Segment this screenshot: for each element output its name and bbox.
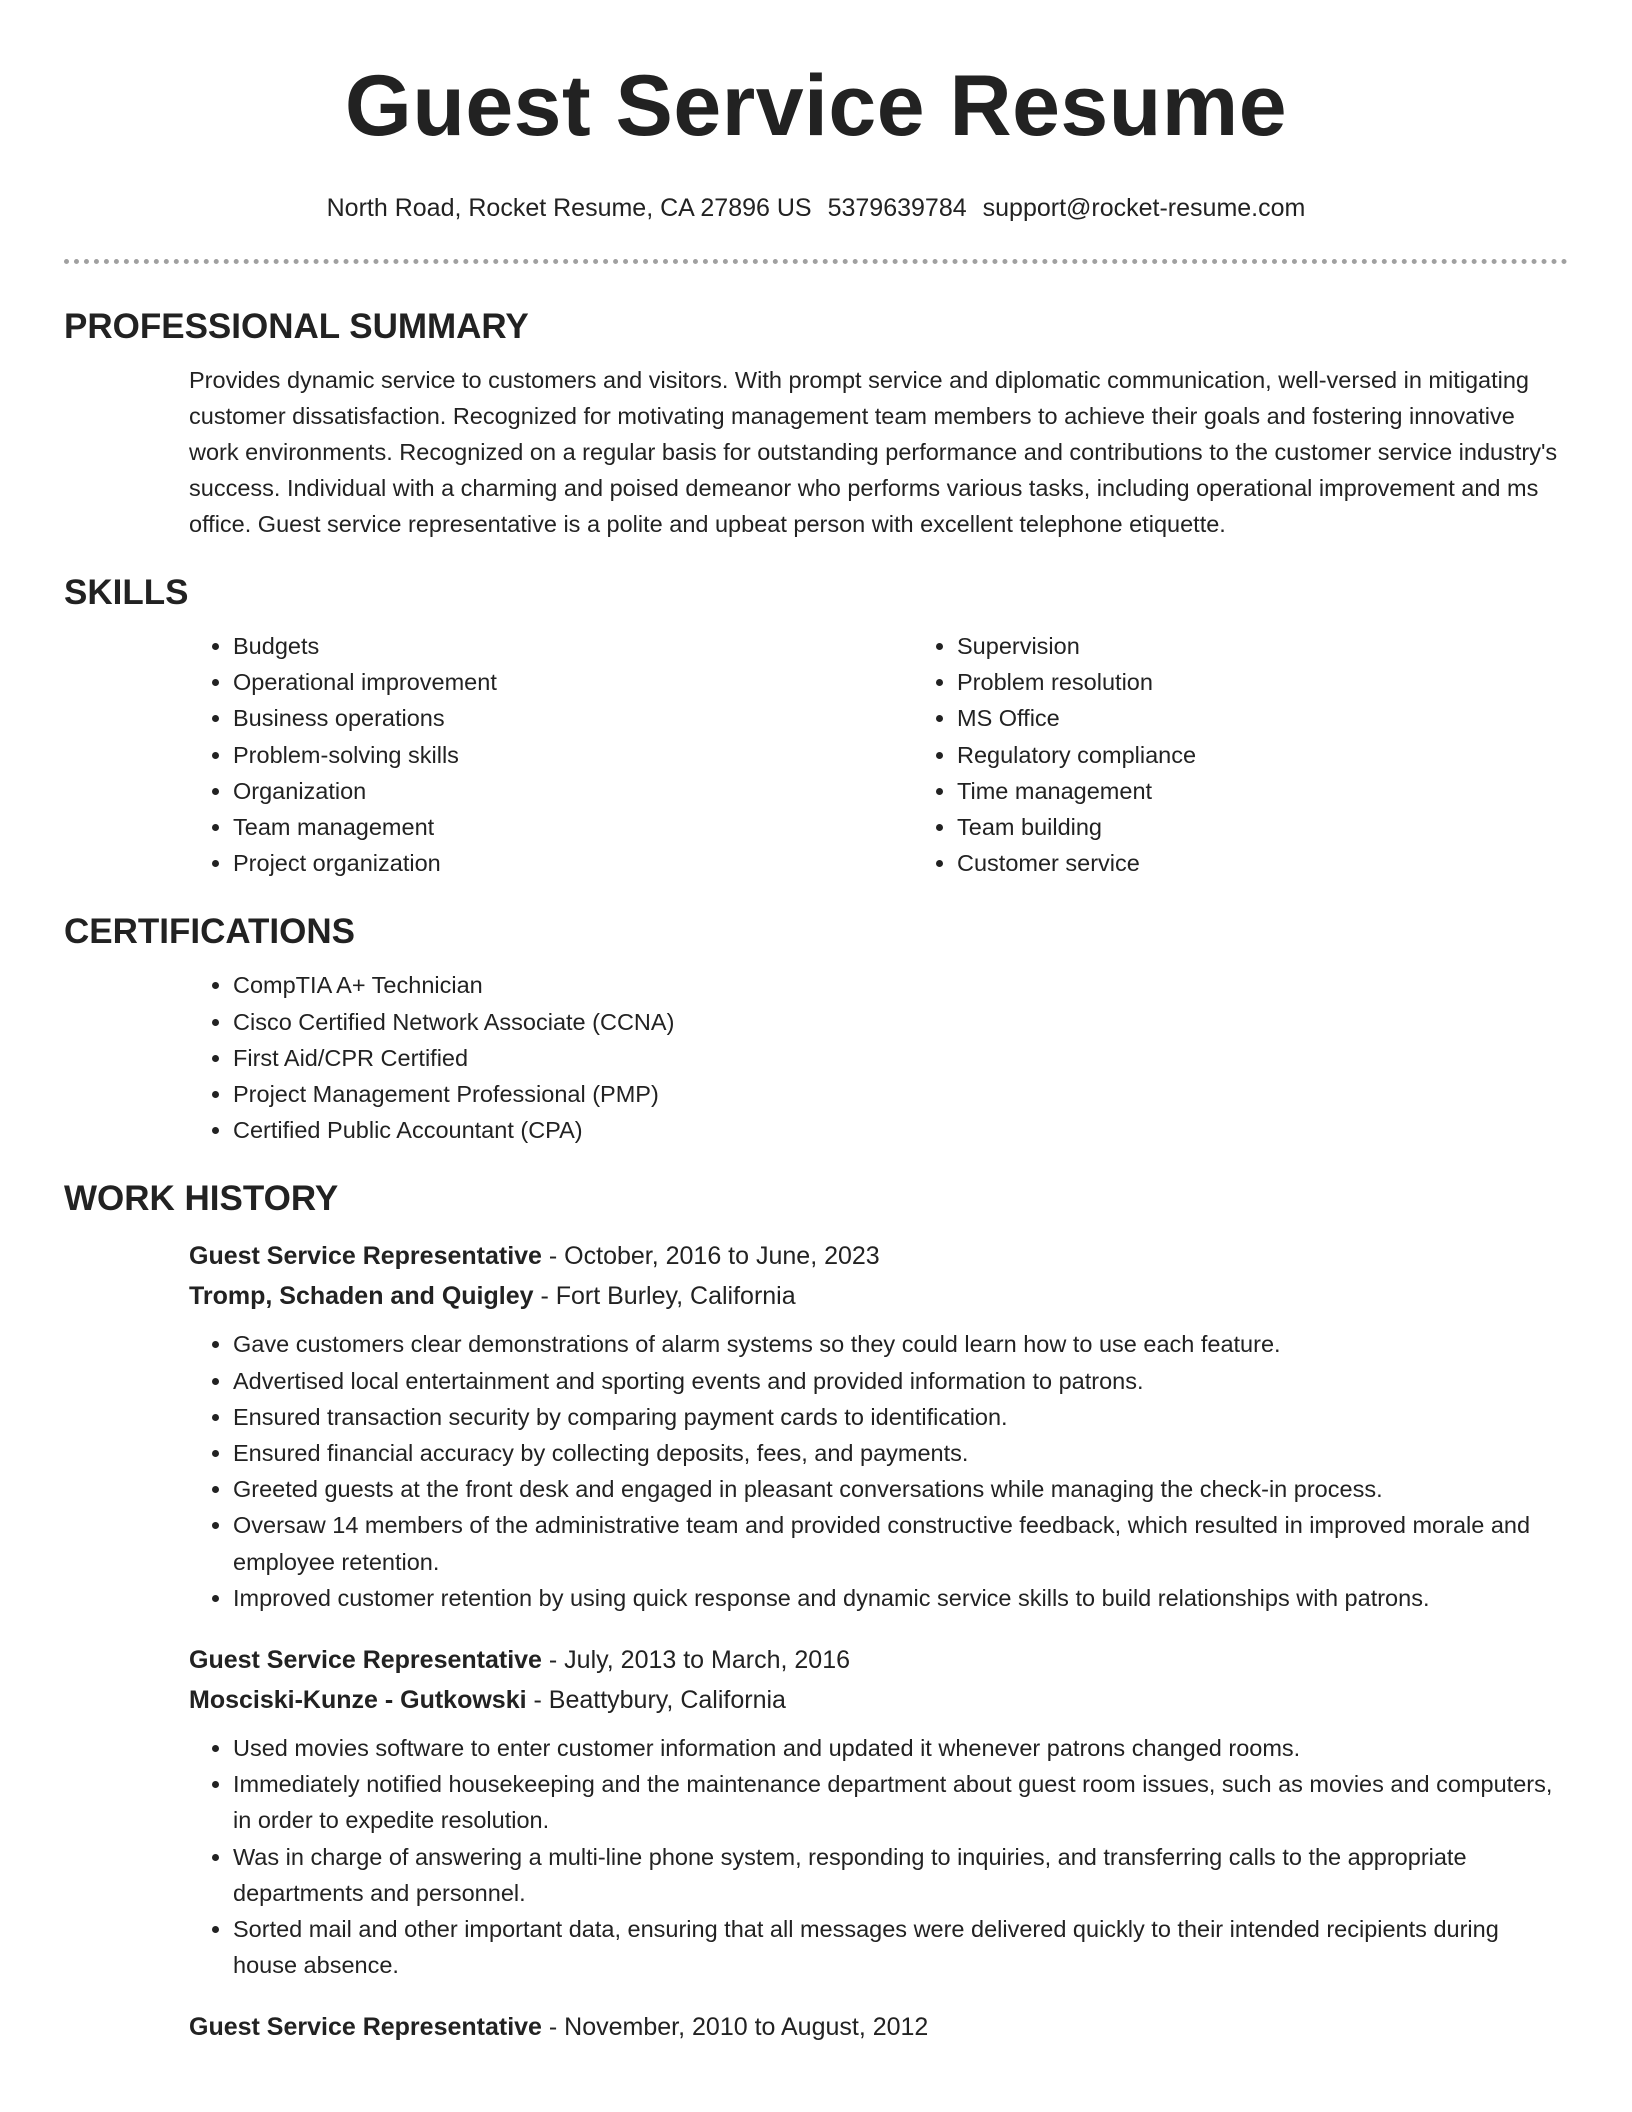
skills-heading: SKILLS [64, 573, 189, 612]
job-bullet: • Sorted mail and other important data, ensuring that all messages were delivered quickly to their intended recipients during house absence. [233, 1911, 1568, 1983]
job-bullet: • Ensured financial accuracy by collecting deposits, fees, and payments. [233, 1435, 1568, 1471]
job-dates: - July, 2013 to March, 2016 [541, 1646, 851, 1675]
job-title-line [189, 1236, 1568, 1276]
skill-item: • Team building [957, 809, 1632, 845]
job-company: Mosciski-Kunze - Gutkowski [189, 1686, 527, 1715]
contact-address: North Road, Rocket Resume, CA 27896 US [326, 194, 812, 222]
job-title: Guest Service Representative [189, 1242, 542, 1271]
skill-item: • Operational improvement [233, 664, 913, 700]
job-company-line [189, 1276, 1568, 1316]
job-bullet: • Was in charge of answering a multi-line phone system, responding to inquiries, and transferring calls to the appropriate departments and personnel. [233, 1839, 1568, 1911]
certifications-list [189, 967, 1568, 1148]
job-bullet: • Gave customers clear demonstrations of alarm systems so they could learn how to use each feature. [233, 1326, 1568, 1362]
certifications-heading: CERTIFICATIONS [64, 912, 356, 952]
job-entry [189, 1640, 1568, 1983]
job-bullet: • Used movies software to enter customer information and updated it whenever patrons changed rooms. [233, 1730, 1568, 1766]
certification-item: • First Aid/CPR Certified [233, 1040, 1568, 1076]
resume-title: Guest Service Resume [344, 58, 1288, 154]
skill-item: • Organization [233, 773, 913, 809]
contact-email: support@rocket-resume.com [982, 194, 1306, 222]
skill-item: • Budgets [233, 628, 913, 664]
job-bullets [189, 1326, 1568, 1616]
job-bullet: • Ensured transaction security by comparing payment cards to identification. [233, 1399, 1568, 1435]
skill-item: • Time management [957, 773, 1632, 809]
job-title-line [189, 2007, 1568, 2047]
job-entry [189, 1236, 1568, 1616]
skill-item: • Problem resolution [957, 664, 1632, 700]
summary-heading: PROFESSIONAL SUMMARY [64, 307, 529, 346]
certifications-section [64, 909, 1568, 1148]
skill-item: • Business operations [233, 700, 913, 736]
job-bullet: • Immediately notified housekeeping and the maintenance department about guest room issues, such as movies and computers, in order to expedite resolution. [233, 1766, 1568, 1838]
job-company-line [189, 1680, 1568, 1720]
work-history-body [189, 1236, 1568, 2047]
resume-header [0, 0, 1632, 223]
job-bullet: • Greeted guests at the front desk and engaged in pleasant conversations while managing the check-in process. [233, 1471, 1568, 1507]
job-title-line [189, 1640, 1568, 1680]
job-dates: - October, 2016 to June, 2023 [541, 1242, 880, 1271]
work-history-heading: WORK HISTORY [64, 1179, 339, 1219]
skill-item: • Team management [233, 809, 913, 845]
skill-item: • MS Office [957, 700, 1632, 736]
job-company: Tromp, Schaden and Quigley [189, 1282, 534, 1311]
header-divider [64, 259, 1568, 264]
skills-list-left [189, 628, 913, 881]
certification-item: • Project Management Professional (PMP) [233, 1076, 1568, 1112]
job-dates: - November, 2010 to August, 2012 [541, 2013, 929, 2042]
contact-phone: 5379639784 [827, 194, 967, 222]
contact-line [0, 194, 1632, 223]
job-bullet: • Advertised local entertainment and sporting events and provided information to patrons. [233, 1363, 1568, 1399]
work-history-section [64, 1176, 1568, 2047]
job-bullet: • Improved customer retention by using quick response and dynamic service skills to build relationships with patrons. [233, 1580, 1568, 1616]
job-location: - Fort Burley, California [533, 1282, 796, 1311]
skills-grid [189, 628, 1568, 881]
skill-item: • Project organization [233, 845, 913, 881]
certifications-body [189, 967, 1568, 1148]
skill-item: • Regulatory compliance [957, 737, 1632, 773]
skill-item: • Problem-solving skills [233, 737, 913, 773]
job-entry [189, 2007, 1568, 2047]
job-location: - Beattybury, California [526, 1686, 786, 1715]
skills-section [64, 570, 1568, 881]
job-bullets [189, 1730, 1568, 1983]
job-bullet: • Oversaw 14 members of the administrative team and provided constructive feedback, which resulted in improved morale and employee retention. [233, 1507, 1568, 1579]
summary-text: Provides dynamic service to customers and visitors. With prompt service and diplomatic communication, well-versed in mitigating customer dissatisfaction. Recognized for motivating management team members to achieve their goals and fostering innovative work environments. Recognized on a regular basis for outstanding performance and contributions to the customer service industry's success. Individual with a charming and poised demeanor who performs various tasks, including operational improvement and ms office. Guest service representative is a polite and upbeat person with excellent telephone etiquette. [189, 367, 1558, 537]
job-title: Guest Service Representative [189, 2013, 542, 2042]
summary-section [64, 304, 1568, 542]
skills-list-right [913, 628, 1632, 881]
certification-item: • CompTIA A+ Technician [233, 967, 1568, 1003]
certification-item: • Certified Public Accountant (CPA) [233, 1112, 1568, 1148]
skill-item: • Customer service [957, 845, 1632, 881]
job-title: Guest Service Representative [189, 1646, 542, 1675]
certification-item: • Cisco Certified Network Associate (CCNA) [233, 1004, 1568, 1040]
skill-item: • Supervision [957, 628, 1632, 664]
